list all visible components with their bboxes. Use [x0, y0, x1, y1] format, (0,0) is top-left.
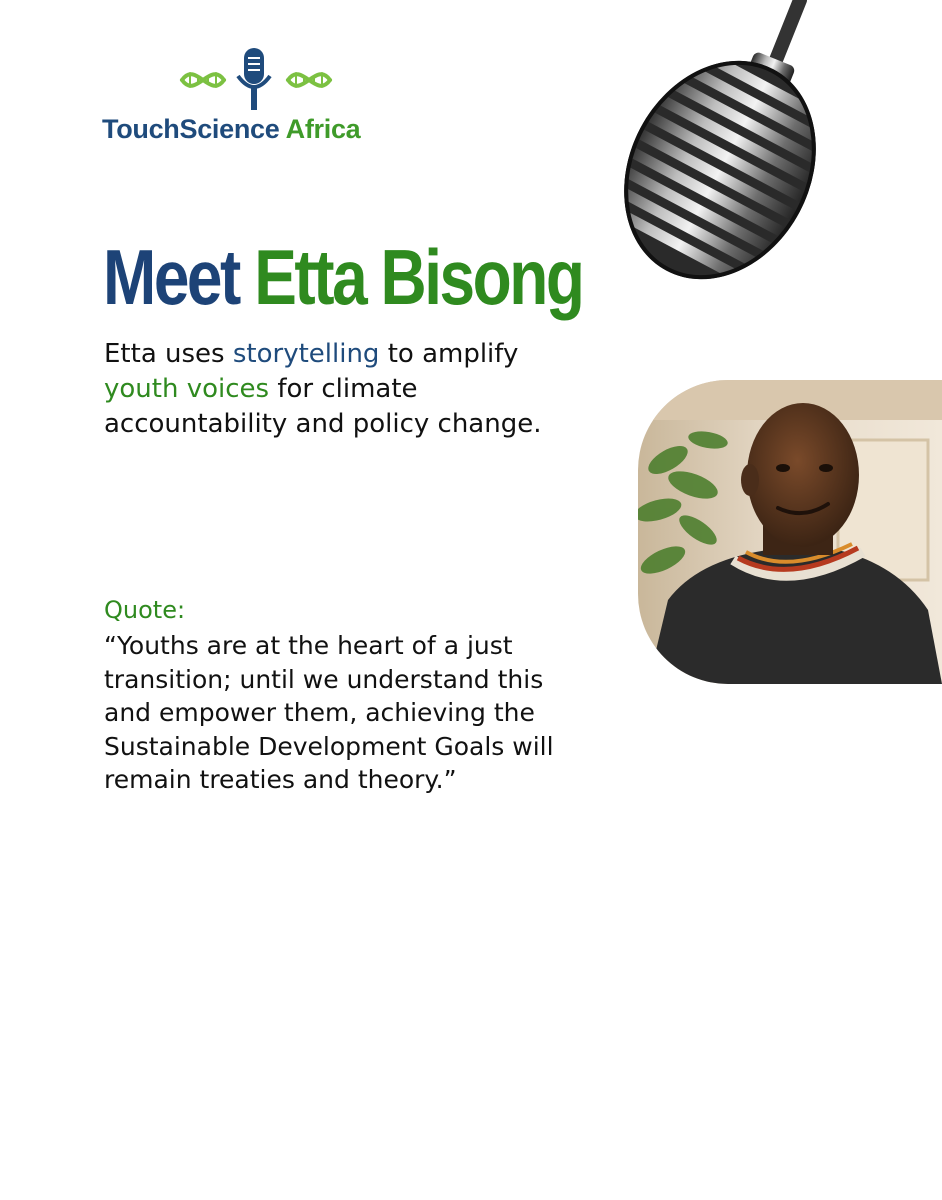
intro-text-1: Etta uses	[104, 339, 233, 369]
portrait-photo	[638, 380, 942, 684]
title-part1: Meet	[103, 233, 239, 321]
portrait-illustration	[638, 380, 942, 684]
logo-mark	[178, 46, 338, 112]
intro-paragraph	[104, 337, 574, 442]
brand-name-part2: Africa	[285, 114, 361, 144]
intro-highlight-storytelling: storytelling	[232, 339, 380, 369]
brand-logo	[100, 46, 410, 156]
title-part2: Etta Bisong	[254, 233, 583, 321]
brand-name	[102, 114, 360, 145]
intro-text-2: to amplify	[379, 339, 519, 369]
page-title	[103, 232, 582, 322]
dna-icon	[182, 73, 224, 87]
intro-highlight-youth-voices: youth voices	[104, 374, 270, 404]
brand-name-part1: TouchScience	[102, 114, 280, 144]
quote-text: “Youths are at the heart of a just transition; until we understand this and empower them, achieving the Sustainable Development Goals will remain treaties and theory.”	[104, 631, 554, 794]
dna-icon	[288, 73, 330, 87]
vintage-microphone-icon	[600, 0, 942, 300]
quote-label: Quote:	[104, 596, 186, 624]
microphone-icon	[238, 48, 270, 110]
intro-text-3: for climate accountability and policy change.	[104, 374, 542, 439]
